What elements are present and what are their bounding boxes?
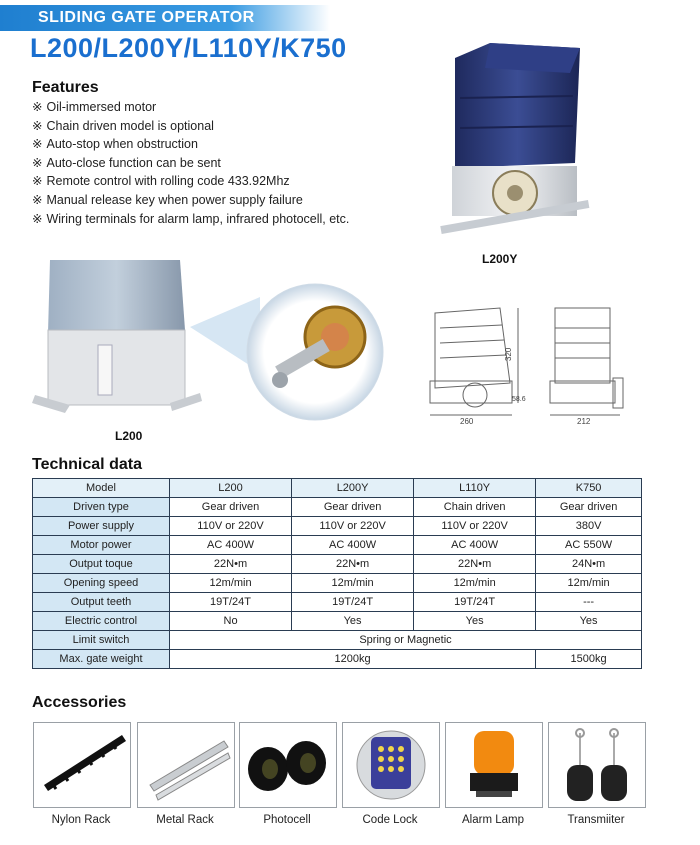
table-header-row (33, 479, 642, 498)
row-label: Output toque (33, 555, 170, 574)
table-cell: 19T/24T (292, 593, 414, 612)
table-cell: 12m/min (414, 574, 536, 593)
table-cell: AC 400W (170, 536, 292, 555)
table-cell: 110V or 220V (414, 517, 536, 536)
table-header-cell: L110Y (414, 479, 536, 498)
table-header-cell: Model (33, 479, 170, 498)
l200y-caption: L200Y (482, 252, 518, 266)
l200-motor-image (30, 255, 205, 415)
table-row (33, 517, 642, 536)
table-cell: AC 400W (292, 536, 414, 555)
table-cell: Gear driven (292, 498, 414, 517)
table-cell: 19T/24T (414, 593, 536, 612)
table-header-cell: L200 (170, 479, 292, 498)
dimension-drawing (420, 303, 645, 428)
row-label: Motor power (33, 536, 170, 555)
table-cell: Spring or Magnetic (170, 631, 642, 650)
table-cell: 110V or 220V (292, 517, 414, 536)
accessories-title: Accessories (32, 694, 127, 711)
table-cell: 12m/min (536, 574, 642, 593)
model-title: L200/L200Y/L110Y/K750 (30, 33, 347, 63)
gear-detail-image (190, 282, 395, 432)
feature-item: ※ Wiring terminals for alarm lamp, infrared photocell, etc. (32, 211, 350, 226)
table-row (33, 631, 642, 650)
accessory-label: Alarm Lamp (462, 814, 524, 826)
table-cell: Chain driven (414, 498, 536, 517)
features-list (32, 98, 349, 228)
table-cell: 22N•m (292, 555, 414, 574)
table-cell: No (170, 612, 292, 631)
table-cell: --- (536, 593, 642, 612)
table-row (33, 650, 642, 669)
dim-width-side: 260 (460, 417, 474, 426)
dim-height: 320 (504, 347, 513, 361)
features-title: Features (32, 79, 99, 96)
table-row (33, 612, 642, 631)
table-header-cell: K750 (536, 479, 642, 498)
l200y-motor-image (430, 38, 600, 248)
table-row (33, 574, 642, 593)
table-cell: Yes (292, 612, 414, 631)
accessory-label: Photocell (263, 814, 311, 826)
alarm-lamp-image (445, 722, 543, 808)
accessory-label: Metal Rack (156, 814, 214, 826)
code-lock-image (342, 722, 440, 808)
table-cell: 110V or 220V (170, 517, 292, 536)
accessory-label: Nylon Rack (51, 814, 111, 826)
feature-item: ※ Oil-immersed motor (32, 100, 157, 114)
feature-item: ※ Manual release key when power supply failure (32, 192, 303, 207)
row-label: Electric control (33, 612, 170, 631)
table-cell: 380V (536, 517, 642, 536)
table-cell: AC 400W (414, 536, 536, 555)
table-row (33, 555, 642, 574)
feature-item: ※ Remote control with rolling code 433.92Mhz (32, 174, 290, 189)
table-header-cell: L200Y (292, 479, 414, 498)
row-label: Output teeth (33, 593, 170, 612)
transmitter-image (548, 722, 646, 808)
feature-item: ※ Chain driven model is optional (32, 118, 214, 133)
accessory-label: Transmiiter (567, 814, 625, 826)
nylon-rack-image (33, 722, 131, 808)
technical-title: Technical data (32, 456, 142, 473)
table-cell: AC 550W (536, 536, 642, 555)
dim-width-front: 212 (577, 417, 591, 426)
technical-table (32, 478, 642, 669)
table-cell: Yes (414, 612, 536, 631)
table-cell: 22N•m (170, 555, 292, 574)
l200-caption: L200 (115, 429, 143, 443)
table-cell: Yes (536, 612, 642, 631)
table-cell: 1500kg (536, 650, 642, 669)
accessory-label: Code Lock (362, 814, 418, 826)
feature-item: ※ Auto-close function can be sent (32, 155, 221, 170)
row-label: Opening speed (33, 574, 170, 593)
metal-rack-image (137, 722, 235, 808)
table-cell: 12m/min (292, 574, 414, 593)
dim-base: 58.6 (512, 396, 526, 403)
row-label: Power supply (33, 517, 170, 536)
feature-item: ※ Auto-stop when obstruction (32, 137, 198, 152)
table-cell: Gear driven (170, 498, 292, 517)
banner-title: SLIDING GATE OPERATOR (38, 9, 255, 26)
table-cell: 12m/min (170, 574, 292, 593)
table-row (33, 593, 642, 612)
table-cell: 24N•m (536, 555, 642, 574)
table-cell: 22N•m (414, 555, 536, 574)
table-cell: 1200kg (170, 650, 536, 669)
table-row (33, 498, 642, 517)
row-label: Limit switch (33, 631, 170, 650)
table-row (33, 536, 642, 555)
header-banner (0, 5, 330, 31)
photocell-image (239, 722, 337, 808)
row-label: Driven type (33, 498, 170, 517)
table-cell: Gear driven (536, 498, 642, 517)
table-cell: 19T/24T (170, 593, 292, 612)
row-label: Max. gate weight (33, 650, 170, 669)
